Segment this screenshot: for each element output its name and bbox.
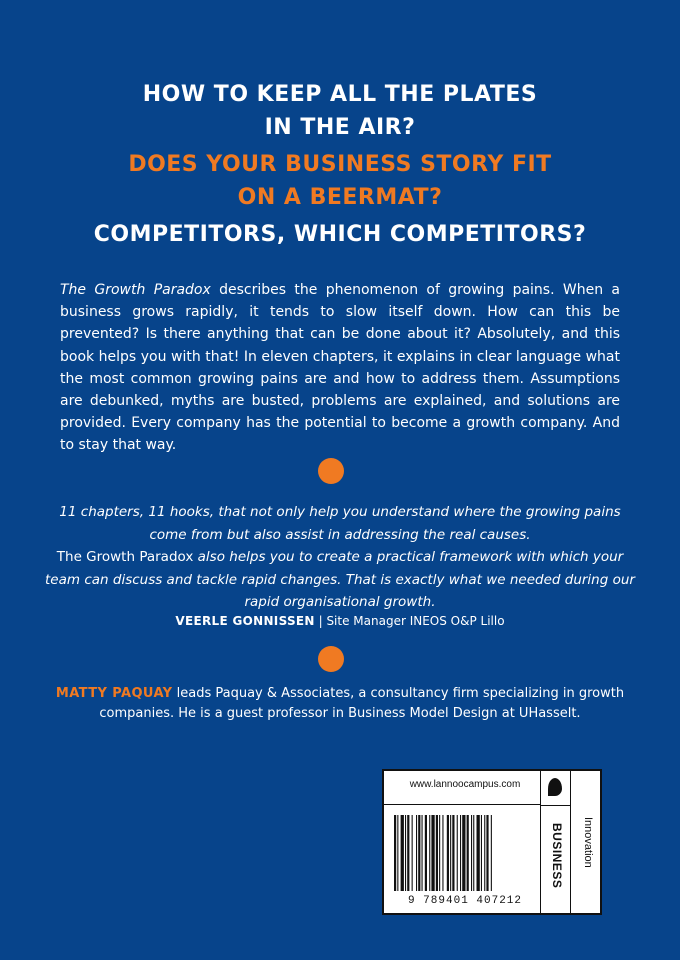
author-bio-text: leads Paquay & Associates, a consultancy firm specializing in growth companies. He is a guest professor in Business Model Design at UHasselt. <box>99 686 625 721</box>
barcode-stripe <box>457 815 458 891</box>
barcode-stripe <box>447 815 449 891</box>
publisher-logo <box>541 771 570 806</box>
barcode-stripe <box>429 815 430 891</box>
barcode-stripe <box>407 815 409 891</box>
barcode-stripe <box>471 815 472 891</box>
author-name: MATTY PAQUAY <box>55 686 173 701</box>
barcode-stripe <box>460 815 461 891</box>
barcode-stripe <box>442 815 443 891</box>
quote-part2 <box>40 546 640 614</box>
testimonial-attribution <box>0 612 680 630</box>
publisher-logo-icon <box>548 778 562 796</box>
divider <box>384 804 540 805</box>
barcode-stripe <box>436 815 438 891</box>
barcode-stripe <box>462 815 465 891</box>
isbn-number: 9 789401 407212 <box>407 895 523 907</box>
headline-plates-line1: HOW TO KEEP ALL THE PLATES <box>142 82 538 107</box>
quote-part2-text: also helps you to create a practical framework with which your team can discuss and tackle rapid changes. That is exactly what we needed during our rapid organisational growth. <box>45 549 635 610</box>
headline-beermat-line2: ON A BEERMAT? <box>237 185 443 210</box>
barcode-stripe <box>473 815 474 891</box>
headline-plates <box>0 78 680 144</box>
isbn-barcode <box>394 815 534 891</box>
headline-plates-line2: IN THE AIR? <box>264 115 416 140</box>
barcode-stripe <box>450 815 451 891</box>
headline-beermat <box>0 148 680 214</box>
description-text: describes the phenomenon of growing pains. When a business grows rapidly, it tends to slow itself down. How can this be prevented? Is there anything that can be done about it? Absolutely, and this book helps you with that! In eleven chapters, it explains in clear language what the most common growing pains are and how to address them. Assumptions are debunked, myths are busted, problems are explained, and solutions are provided. Every company has the potential to become a growth company. And to stay that way. <box>60 282 621 454</box>
barcode-stripe <box>405 815 406 891</box>
barcode-stripe <box>418 815 420 891</box>
quote-book-title: The Growth Paradox <box>56 549 194 565</box>
barcode-stripe <box>484 815 485 891</box>
quote-part1: 11 chapters, 11 hooks, that not only help you understand where the growing pains come from but also assist in addressing the real causes. <box>59 504 621 543</box>
orange-dot-separator <box>318 458 344 484</box>
category-label: BUSINESS <box>550 823 564 889</box>
attribution-name: VEERLE GONNISSEN <box>175 614 315 628</box>
barcode-stripe <box>412 815 413 891</box>
barcode-stripe <box>416 815 417 891</box>
book-description <box>60 279 620 457</box>
barcode-stripe <box>452 815 454 891</box>
barcode-stripe <box>486 815 488 891</box>
barcode-stripe <box>422 815 423 891</box>
barcode-stripe <box>491 815 492 891</box>
subcategory-label: Innovation <box>582 817 594 868</box>
barcode-stripe <box>431 815 434 891</box>
headline-competitors: COMPETITORS, WHICH COMPETITORS? <box>93 222 587 247</box>
barcode-stripe <box>425 815 427 891</box>
divider <box>570 771 571 913</box>
attribution-role: | Site Manager INEOS O&P Lillo <box>314 614 505 628</box>
barcode-stripe <box>397 815 398 891</box>
barcode-stripe <box>477 815 480 891</box>
barcode-stripe <box>394 815 396 891</box>
testimonial-quote <box>40 501 640 614</box>
barcode-stripe <box>481 815 482 891</box>
barcode-stripe <box>401 815 404 891</box>
book-title-reference: The Growth Paradox <box>60 282 211 298</box>
barcode-stripe <box>439 815 440 891</box>
headline-beermat-line1: DOES YOUR BUSINESS STORY FIT <box>128 152 552 177</box>
publisher-url: www.lannoocampus.com <box>409 779 521 790</box>
orange-dot-separator <box>318 646 344 672</box>
barcode-box <box>382 769 602 915</box>
barcode-stripe <box>467 815 469 891</box>
author-bio <box>40 684 640 724</box>
